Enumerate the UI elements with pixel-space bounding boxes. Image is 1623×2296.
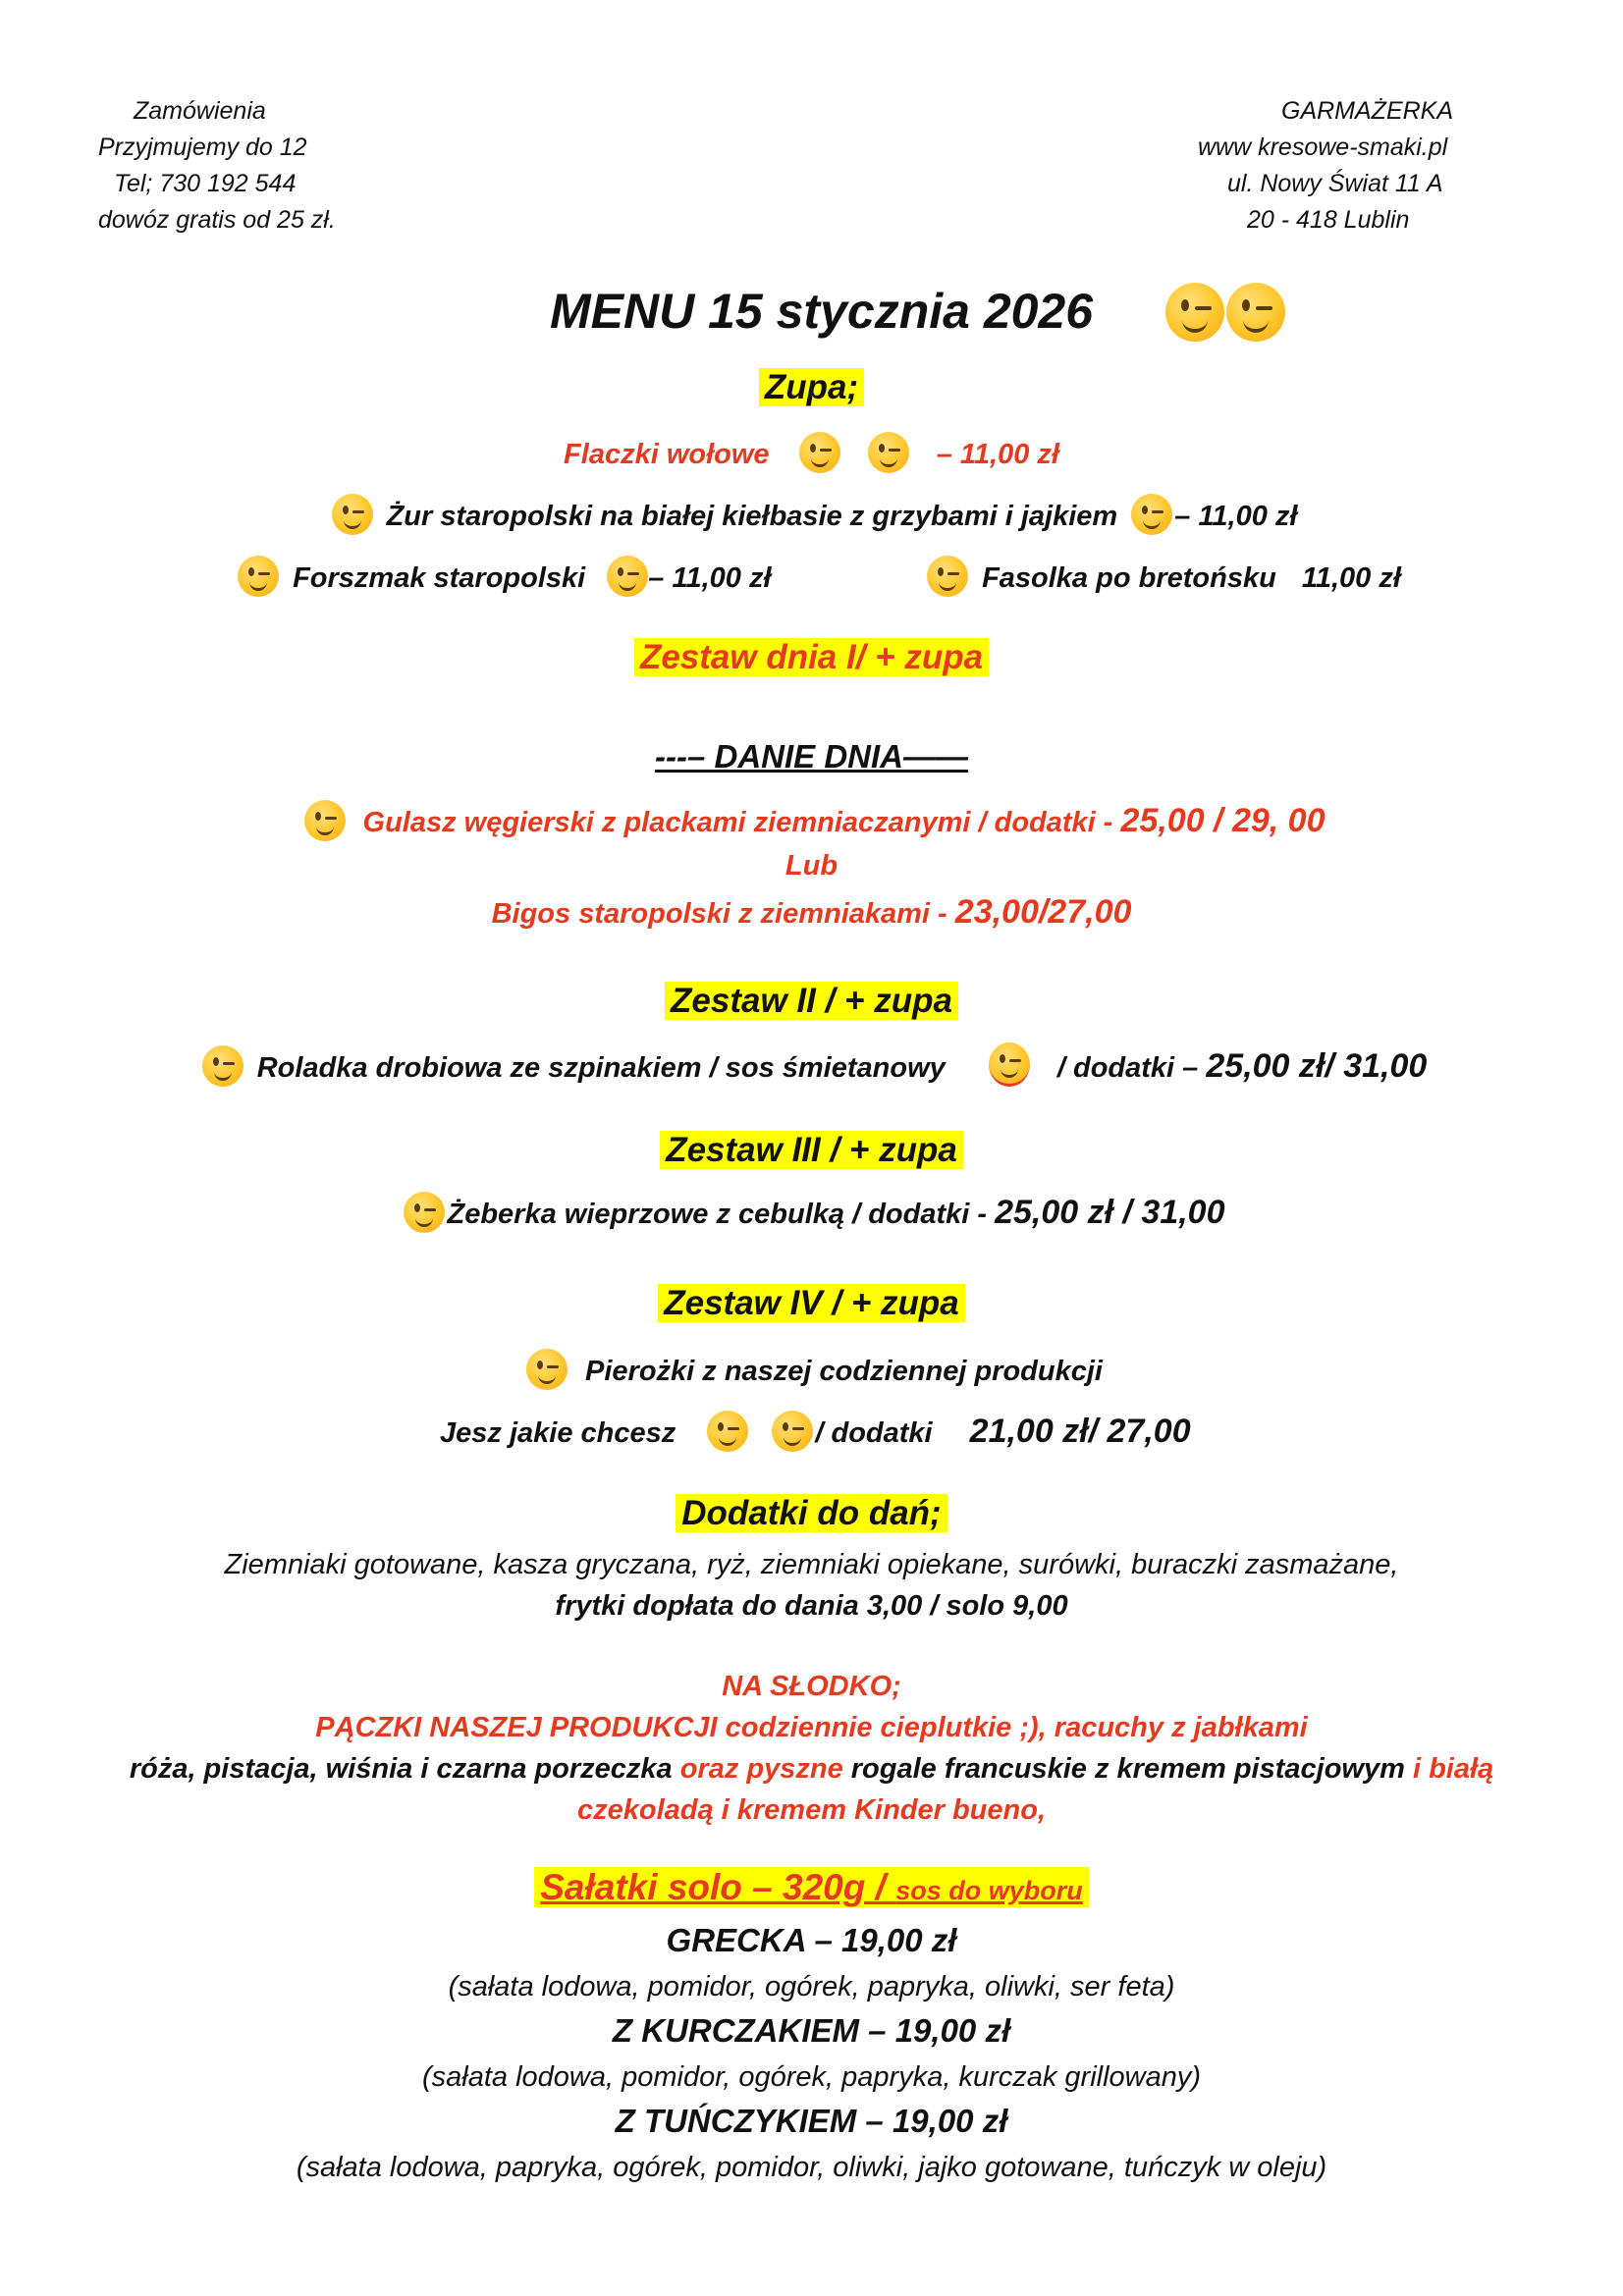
sides-line-1: Ziemniaki gotowane, kasza gryczana, ryż, ziemniaki opiekane, surówki, buraczki zasmażane, [224, 1549, 1399, 1580]
page-title: MENU 15 stycznia 2026 [550, 284, 1094, 339]
soup-section-heading [0, 368, 1623, 407]
set-3-heading: Zestaw III / + zupa [660, 1131, 963, 1169]
winking-face-icon [1165, 283, 1224, 342]
set-4-line-2 [440, 1411, 1191, 1452]
set-3-heading-row [0, 1131, 1623, 1170]
company-name: GARMAŻERKA [1281, 97, 1454, 125]
salads-heading-sauce: sos do wyboru [895, 1876, 1083, 1905]
winking-face-icon [772, 1411, 813, 1452]
or-label: Lub [784, 850, 839, 881]
soup-item-4 [927, 556, 1401, 597]
set-1-dish-2-price: 23,00/27,00 [954, 893, 1132, 931]
set-2-dish-price: 25,00 zł/ 31,00 [1206, 1047, 1428, 1085]
set-3-dish-price: 25,00 zł / 31,00 [995, 1194, 1225, 1231]
set-4-heading: Zestaw IV / + zupa [658, 1284, 965, 1322]
set-4-line-2-text: Jesz jakie chcesz [440, 1417, 676, 1449]
winking-face-icon [404, 1192, 445, 1233]
winking-face-icon [1131, 494, 1172, 535]
salad-chicken-desc: (sałata lodowa, pomidor, ogórek, papryka, kurczak grillowany) [421, 2061, 1202, 2093]
set-2-heading: Zestaw II / + zupa [665, 982, 958, 1020]
set-4-line-2-price: 21,00 zł/ 27,00 [969, 1413, 1191, 1450]
set-1-dish-1 [0, 800, 1623, 841]
set-1-dish-1-name: Gulasz węgierski z plackami ziemniaczanymi / dodatki - [362, 807, 1113, 838]
sweets-heading: NA SŁODKO; [722, 1671, 901, 1702]
soup-item-1-name: Flaczki wołowe [564, 439, 770, 470]
website[interactable]: www kresowe-smaki.pl [1198, 133, 1448, 161]
sweets-line-2 [0, 1753, 1623, 1786]
soup-item-3 [238, 556, 772, 597]
city-address: 20 - 418 Lublin [1247, 206, 1410, 234]
winking-face-icon [927, 556, 968, 597]
or-label-row [0, 850, 1623, 882]
winking-face-icon [989, 1042, 1030, 1087]
winking-face-icon [202, 1045, 243, 1087]
salad-tuna-name: Z TUŃCZYKIEM – 19,00 zł [615, 2103, 1008, 2139]
street-address: ul. Nowy Świat 11 A [1227, 170, 1443, 197]
phone: Tel; 730 192 544 [114, 170, 297, 197]
soup-item-2-name: Żur staropolski na białej kiełbasie z grzybami i jajkiem [386, 501, 1118, 532]
sweets-line-2-c: rogale francuskie z kremem pistacjowym [842, 1753, 1413, 1785]
set-1-dish-2-name: Bigos staropolski z ziemniakami - [491, 898, 947, 930]
salad-chicken-name: Z KURCZAKIEM – 19,00 zł [612, 2012, 1011, 2049]
salads-heading [534, 1867, 1088, 1907]
set-1-dish-2 [0, 893, 1623, 932]
set-1-heading-row [0, 638, 1623, 677]
salad-greek-name: GRECKA – 19,00 zł [666, 1922, 957, 1958]
set-4-dish-name: Pierożki z naszej codziennej produkcji [585, 1356, 1103, 1387]
set-2-dish-name: Roladka drobiowa ze szpinakiem / sos śmietanowy [256, 1052, 946, 1084]
page-title-row [550, 283, 1291, 342]
soup-item-3-name: Forszmak staropolski [293, 562, 586, 594]
sides-heading-row [0, 1494, 1623, 1533]
winking-face-icon [707, 1411, 748, 1452]
set-1-heading: Zestaw dnia I/ + zupa [634, 638, 989, 676]
sweets-line-3: czekoladą i kremem Kinder bueno, [576, 1794, 1047, 1826]
set-3-dish [0, 1192, 1623, 1233]
set-4-heading-row [0, 1284, 1623, 1323]
winking-face-icon [1226, 283, 1285, 342]
winking-face-icon [799, 432, 840, 473]
soup-item-2 [0, 494, 1623, 535]
winking-face-icon [526, 1349, 568, 1390]
winking-face-icon [238, 556, 279, 597]
sides-line-2: frytki dopłata do dania 3,00 / solo 9,00 [555, 1590, 1068, 1622]
soup-item-4-name: Fasolka po bretońsku [982, 562, 1276, 594]
winking-face-icon [868, 432, 909, 473]
set-2-dish [0, 1042, 1623, 1087]
orders-label: Zamówienia [134, 97, 266, 125]
dish-of-day-heading: ---– DANIE DNIA—— [655, 738, 968, 774]
sweets-line-2-a: róża, pistacja, wiśnia i czarna porzeczka [129, 1753, 680, 1785]
soup-item-3-price: – 11,00 zł [648, 562, 772, 594]
set-3-dish-name: Żeberka wieprzowe z cebulką / dodatki - [447, 1199, 988, 1230]
salad-greek-desc: (sałata lodowa, pomidor, ogórek, papryka, oliwki, ser feta) [448, 1971, 1175, 2002]
salads-heading-row [0, 1867, 1623, 1908]
winking-face-icon [607, 556, 648, 597]
set-4-line-2-sides: / dodatki [815, 1417, 933, 1449]
header-left [98, 93, 336, 239]
salad-tuna-desc: (sałata lodowa, papryka, ogórek, pomidor, oliwki, jajko gotowane, tuńczyk w oleju) [296, 2152, 1327, 2183]
set-2-dish-sides: / dodatki – [1056, 1052, 1199, 1084]
soup-item-4-price: 11,00 zł [1301, 562, 1401, 594]
sweets-line-2-b: oraz pyszne [679, 1753, 843, 1785]
sweets-line-2-d: i białą [1412, 1753, 1494, 1785]
soup-item-1-price: – 11,00 zł [936, 439, 1059, 470]
winking-face-icon [332, 494, 373, 535]
winking-face-icon [304, 800, 346, 841]
salads-heading-main: Sałatki solo – 320g / [540, 1867, 896, 1907]
dish-of-day-heading-row [0, 738, 1623, 775]
set-2-heading-row [0, 982, 1623, 1021]
soup-item-2-price: – 11,00 zł [1174, 501, 1298, 532]
header-right [1198, 93, 1453, 239]
set-1-dish-1-price: 25,00 / 29, 00 [1120, 802, 1325, 839]
orders-until: Przyjmujemy do 12 [98, 133, 307, 161]
soup-heading: Zupa; [759, 368, 864, 406]
sweets-line-1: PĄCZKI NASZEJ PRODUKCJI codziennie cieplutkie ;), racuchy z jabłkami [315, 1712, 1308, 1743]
soup-item-1 [0, 432, 1623, 473]
set-4-dish [0, 1349, 1623, 1390]
delivery-info: dowóz gratis od 25 zł. [98, 206, 336, 234]
sides-heading: Dodatki do dań; [676, 1494, 947, 1532]
